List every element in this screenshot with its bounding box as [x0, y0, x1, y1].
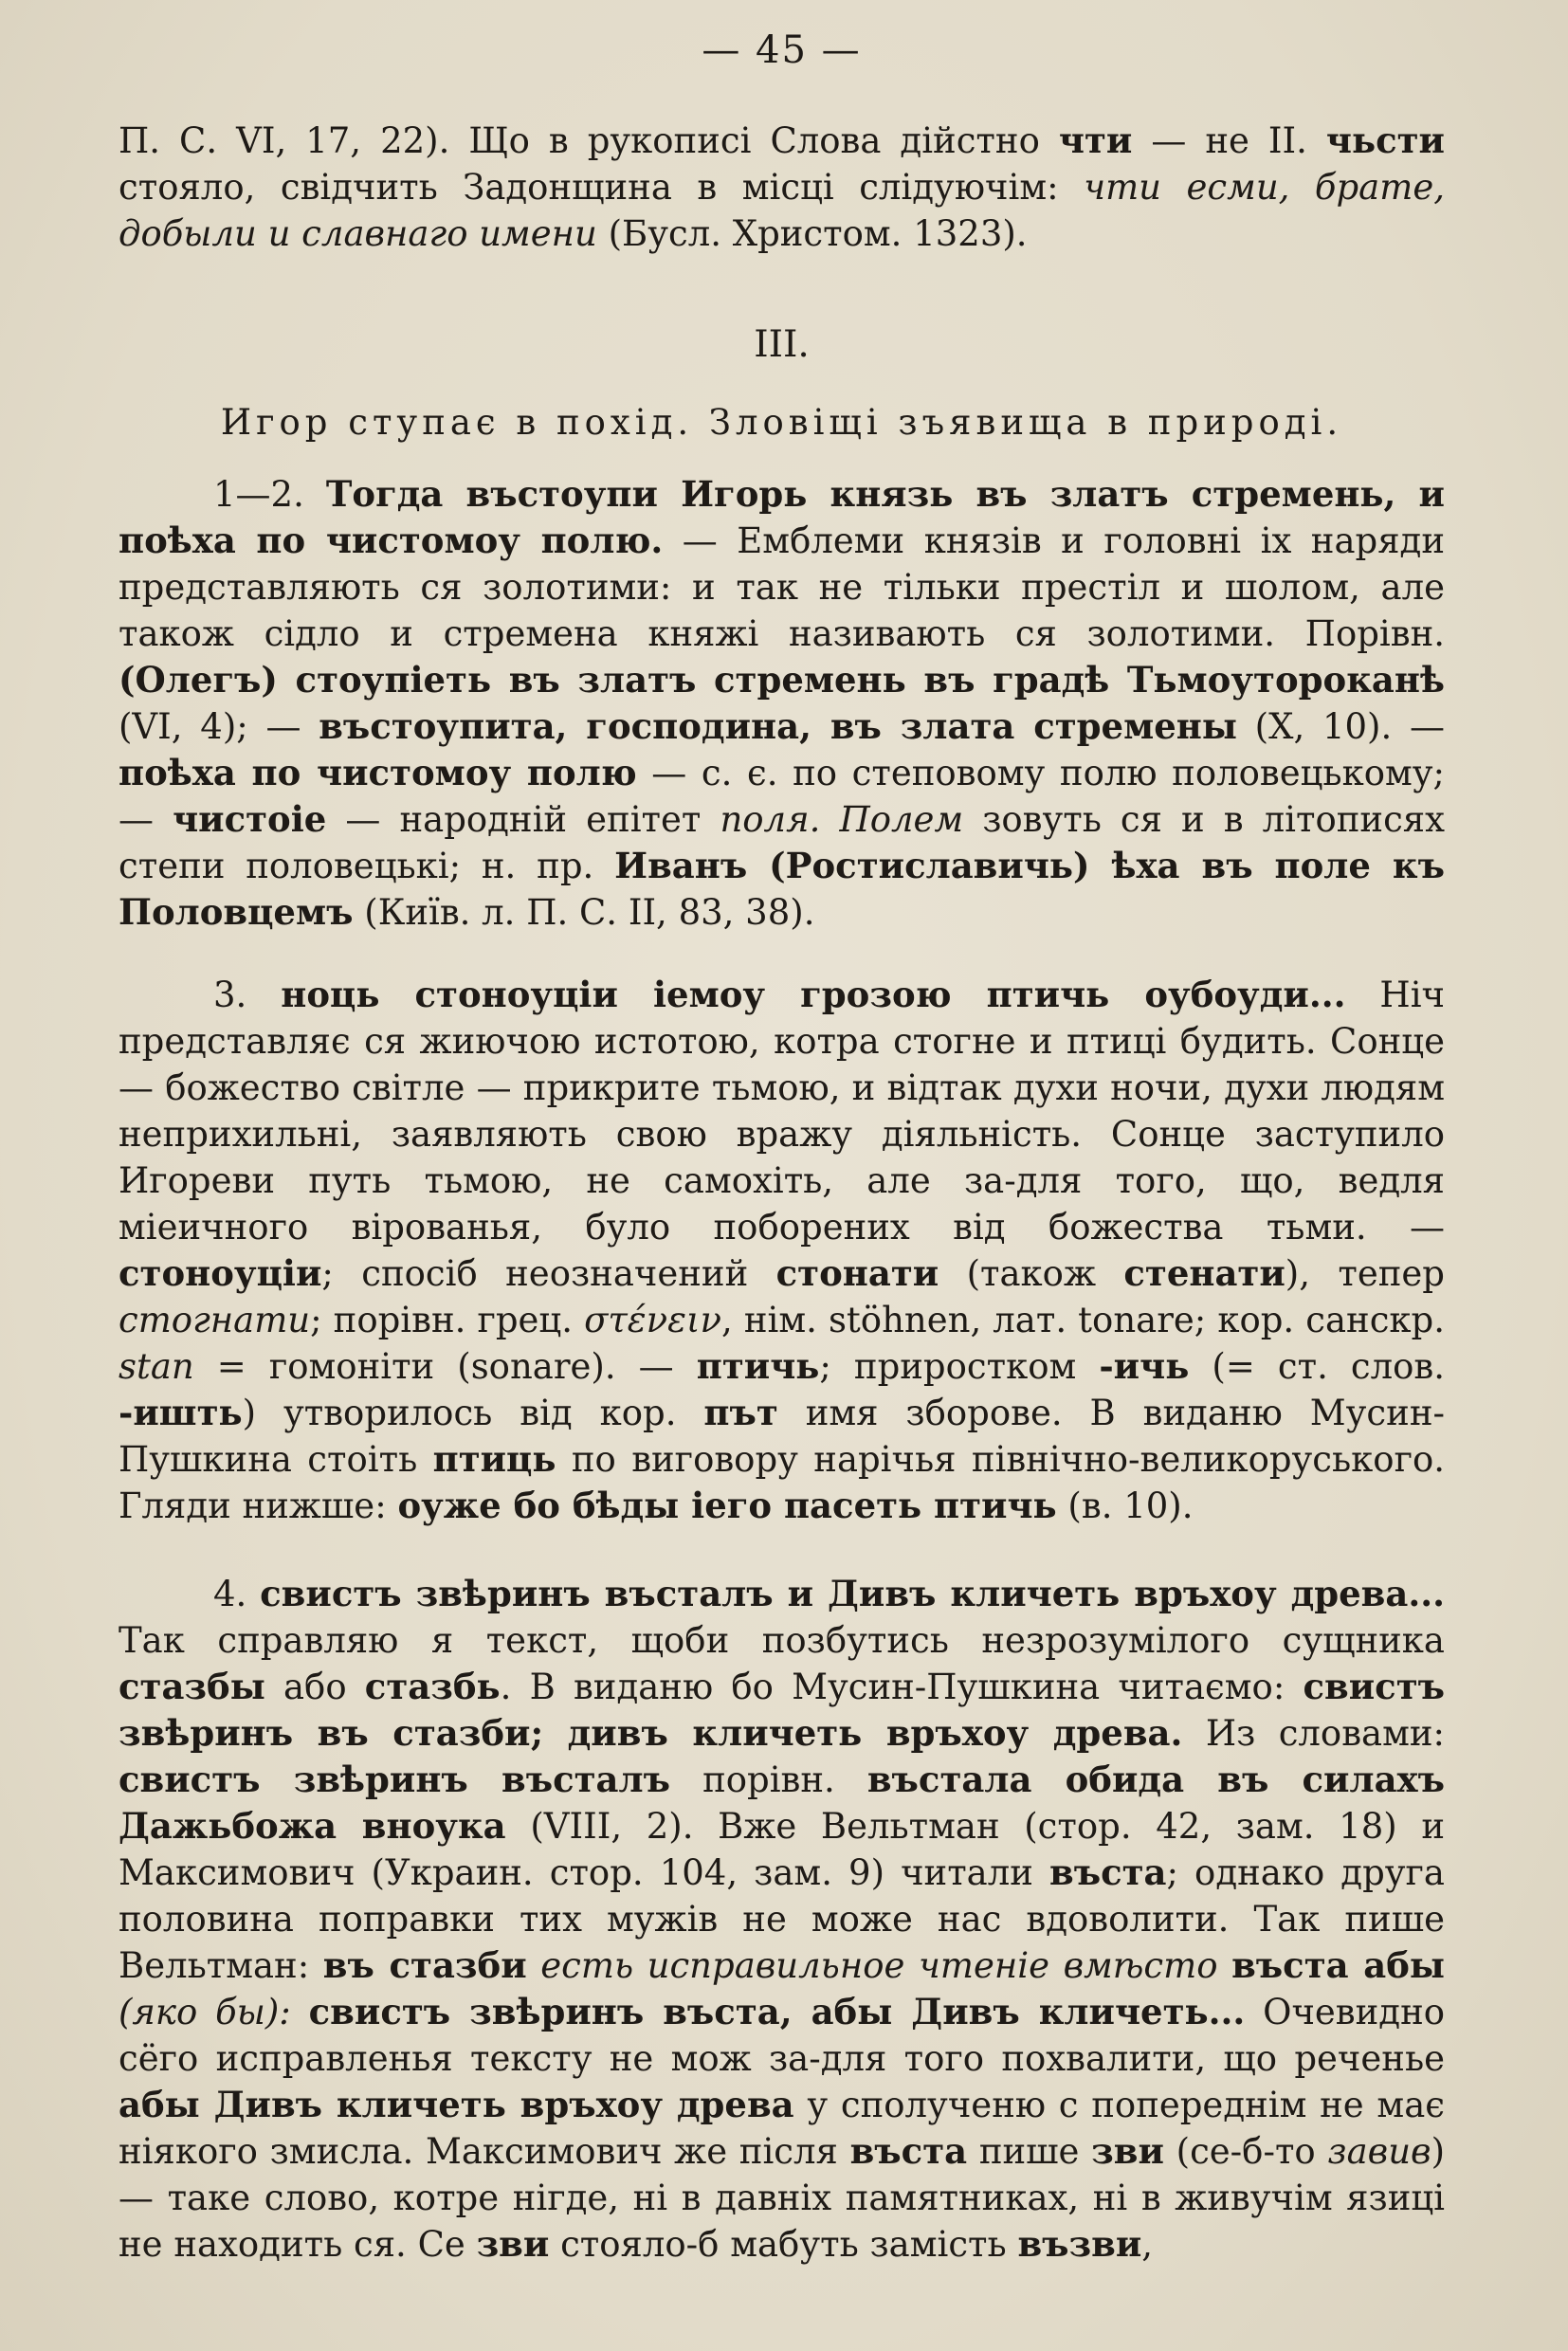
italic-text: есть исправильное чтеніе вмѣсто [540, 1945, 1218, 1986]
text-run: Так справляю я текст, щоби позбутись незрозумілого сущника [119, 1620, 1445, 1661]
text-run: ), тепер [1285, 1253, 1445, 1294]
church-slavonic-quote: оуже бо бѣды іего пасеть птичь [397, 1485, 1057, 1526]
text-run: 3. [213, 975, 282, 1015]
italic-text: поля. Полем [720, 799, 964, 840]
church-slavonic-quote: птиць [432, 1438, 556, 1480]
church-slavonic-quote: стазбы [119, 1666, 265, 1707]
church-slavonic-quote: Тогда въстоупи Игорь князь въ златъ стремень, и поѣха по чистомоу полю. [119, 473, 1446, 561]
church-slavonic-quote: въста [1048, 1851, 1167, 1893]
section-subtitle: Игор ступає в похід. Зловіщі зъявища в природі. [220, 402, 1343, 443]
church-slavonic-quote: стонати [775, 1252, 939, 1294]
text-run: по виговору нарічья північно-великоруського. Гляди нижше: [119, 1439, 1445, 1526]
text-run: (в. 10). [1056, 1485, 1194, 1526]
church-slavonic-quote: чти [1058, 119, 1133, 161]
church-slavonic-quote: път [703, 1392, 778, 1433]
church-slavonic-quote: въста абы [1231, 1944, 1446, 1986]
church-slavonic-quote: свистъ звѣринъ въ стазби; дивъ кличеть връхоу древа. [119, 1666, 1446, 1754]
text-run: П. С. VI, 17, 22). Що в рукописі Слова дійстно [119, 120, 1059, 161]
church-slavonic-quote: зви [1091, 2130, 1164, 2172]
text-run [527, 1945, 541, 1986]
church-slavonic-quote: -ичь [1099, 1345, 1190, 1387]
italic-text: чти есми, брате, добыли и славнаго имени [119, 167, 1445, 254]
text-run: = гомоніти (sonare). — [193, 1346, 697, 1387]
commentary-verse-4 [119, 1571, 1445, 2268]
church-slavonic-quote: свистъ звѣринъ въсталъ и Дивъ кличеть връхоу древа... [260, 1573, 1445, 1614]
text-run: (VIII, 2). Вже Вельтман (стор. 42, зам. 18) и Максимович (Украин. стор. 104, зам. 9) читали [119, 1806, 1446, 1893]
text-run: ; приростком [819, 1346, 1100, 1387]
church-slavonic-quote: въстала обида въ силахъ Дажьбожа вноука [119, 1759, 1445, 1847]
text-run: , [1141, 2224, 1154, 2265]
church-slavonic-quote: абы Дивъ кличеть връхоу древа [119, 2084, 794, 2125]
church-slavonic-quote: Иванъ (Ростиславичь) ѣха въ поле къ Половцемъ [119, 845, 1445, 933]
church-slavonic-quote: свистъ звѣринъ въста, абы Дивъ кличеть... [308, 1991, 1246, 2032]
text-run [1218, 1945, 1232, 1986]
commentary-verse-1-2 [119, 471, 1445, 936]
text-run: пише [967, 2131, 1092, 2172]
text-run: (також [939, 1253, 1124, 1294]
text-run: . В виданю бо Мусин-Пушкина читаємо: [500, 1667, 1304, 1707]
church-slavonic-quote: чьсти [1325, 119, 1445, 161]
italic-text: завив [1327, 2131, 1431, 2172]
text-run: ; порівн. грец. [310, 1300, 585, 1340]
section-number: III. [754, 323, 810, 366]
text-run: (VI, 4); — [119, 706, 319, 747]
text-run: порівн. [670, 1759, 867, 1800]
italic-text: στένειν [584, 1300, 721, 1340]
italic-text: стогнати [119, 1300, 311, 1340]
page-number: — 45 — [702, 28, 862, 72]
text-run: ) — таке слово, котре нігде, ні в давніх памятниках, ні в живучім язиці не находить ся. Се [119, 2131, 1445, 2265]
church-slavonic-quote: въ стазби [322, 1944, 527, 1986]
text-run: у сполученю с попереднім не має ніякого змисла. Максимович же після [119, 2085, 1445, 2172]
paragraph-continuation [119, 118, 1445, 257]
text-run: , нім. stöhnen, лат. tonare; кор. санскр. [721, 1300, 1445, 1340]
text-run: имя зборове. В виданю Мусин-Пушкина стоіть [119, 1393, 1445, 1480]
italic-text: stan [119, 1346, 194, 1387]
church-slavonic-quote: ноць стоноуціи іемоу грозою птичь оубоуди... [281, 974, 1346, 1015]
text-run: 1—2. [213, 474, 326, 515]
church-slavonic-quote: чистоіе [173, 798, 327, 840]
church-slavonic-quote: въста [849, 2130, 968, 2172]
text-run: (X, 10). — [1236, 706, 1445, 747]
commentary-verse-3 [119, 972, 1445, 1529]
church-slavonic-quote: въстоупита, господина, въ злата стремены [319, 705, 1237, 747]
text-run: Из словами: [1182, 1713, 1445, 1754]
church-slavonic-quote: свистъ звѣринъ въсталъ [119, 1759, 670, 1800]
church-slavonic-quote: зви [476, 2223, 550, 2265]
text-run: або [264, 1667, 365, 1707]
text-run: — с. є. по степовому полю половецькому; — [119, 753, 1445, 840]
text-run [291, 1992, 309, 2032]
text-run: ; спосіб неозначений [321, 1253, 776, 1294]
text-run: (Бусл. Христом. 1323). [596, 213, 1028, 254]
text-run: 4. [213, 1574, 261, 1614]
church-slavonic-quote: -ишть [119, 1392, 243, 1433]
church-slavonic-quote: поѣха по чистомоу полю [119, 752, 637, 793]
text-run: — не II. [1132, 120, 1326, 161]
text-run: ; однако друга половина поправки тих мужів не може нас вдоволити. Так пише Вельтман: [119, 1852, 1445, 1986]
text-run: (Київ. л. П. С. II, 83, 38). [353, 892, 815, 933]
church-slavonic-quote: (Олегъ) стоупіеть въ златъ стремень въ градѣ Тьмоутороканѣ [119, 659, 1445, 701]
text-run: (= ст. слов. [1189, 1346, 1445, 1387]
text-run: Ніч представляє ся жиючою истотою, котра стогне и птиці будить. Сонце — божество світле — прикрите тьмою, и відтак духи ночи, духи людям неприхильні, заявляють свою вражу діяльність. Сонце заступило Игореви путь тьмою, не самохіть, але за-для того, що, ведля міеичного вірованья, було поборених від божества тьми. — [119, 975, 1445, 1248]
church-slavonic-quote: възви [1017, 2223, 1142, 2265]
text-run: — народній епітет [326, 799, 720, 840]
text-run: (се-б-то [1163, 2131, 1328, 2172]
church-slavonic-quote: стоноуціи [119, 1252, 322, 1294]
church-slavonic-quote: птичь [696, 1345, 820, 1387]
text-run: стояло-б мабуть замість [549, 2224, 1018, 2265]
text-run: — Емблеми князів и головні іх наряди представляють ся золотими: и так не тільки престіл и шолом, але також сідло и стремена княжі називають ся золотими. Порівн. [119, 520, 1445, 654]
italic-text: (яко бы): [119, 1992, 291, 2032]
church-slavonic-quote: стазбь [364, 1666, 501, 1707]
text-run: ) утворилось від кор. [242, 1393, 704, 1433]
text-run: зовуть ся и в літописях степи половецькі; н. пр. [119, 799, 1446, 886]
church-slavonic-quote: стенати [1123, 1252, 1285, 1294]
text-run: стояло, свідчить Задонщина в місці слідуючім: [119, 167, 1085, 208]
text-run: Очевидно сёго исправленья тексту не мож за-для того похвалити, що реченье [119, 1992, 1446, 2079]
